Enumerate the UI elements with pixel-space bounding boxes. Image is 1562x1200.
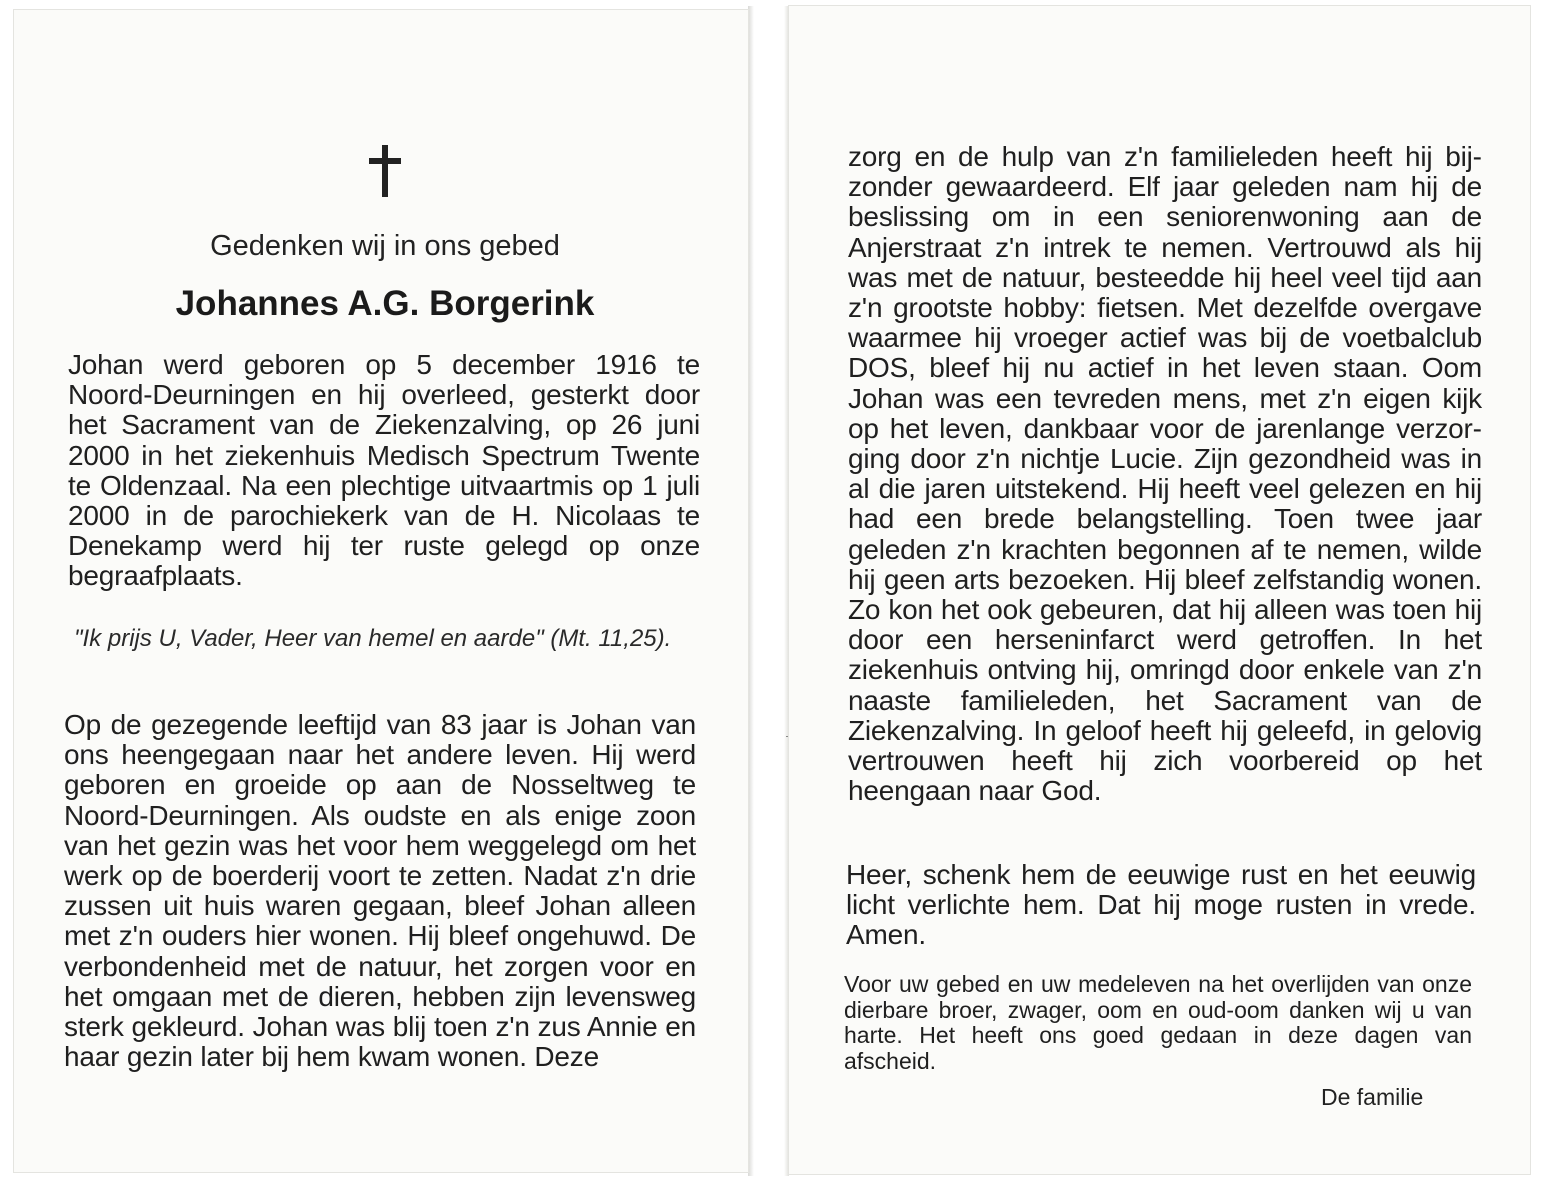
deceased-name: Johannes A.G. Borgerink	[175, 284, 595, 323]
life-story-continuation: zorg en de hulp van z'n familieleden heeft hij bijzonder gewaardeerd. Elf jaar geleden nam hij de beslissing om in een seniorenwoning aan de Anjerstraat z'n intrek te nemen. Vertrouwd als hij was met de natuur, besteedde hij heel veel tijd aan z'n grootste hobby: fietsen. Met dezelfde overgave waarmee hij vroeger actief was bij de voetbalclub DOS, bleef hij nu actief in het leven staan. Oom Johan was een tevreden mens, met z'n eigen kijk op het leven, dankbaar voor de jarenlange verzorging door z'n nichtje Lucie. Zijn gezondheid was in al die jaren uitstekend. Hij heeft veel gelezen en hij had een brede belangstelling. Toen twee jaar geleden z'n krachten begonnen af te nemen, wilde hij geen arts bezoeken. Hij bleef zelfstandig wonen. Zo kon het ook gebeuren, dat hij alleen was toen hij door een herseninfarct werd getroffen. In het ziekenhuis ontving hij, omringd door enkele van z'n naaste familieleden, het Sacrament van de Ziekenzalving. In geloof heeft hij geleefd, in gelovig vertrouwen heeft hij zich voorbereid op het heengaan naar God.	[848, 141, 1482, 807]
prayer-heading: Gedenken wij in ons gebed	[210, 230, 560, 262]
family-signoff: De familie	[1321, 1084, 1424, 1110]
cross-icon	[369, 145, 401, 197]
biography-paragraph: Johan werd geboren op 5 december 1916 te Noord-Deurningen en hij overleed, gesterkt door het Sacrament van de Ziekenzalving, op 26 juni 2000 in het ziekenhuis Medisch Spectrum Twente te Oldenzaal. Na een plechtige uitvaartmis op 1 juli 2000 in de parochiekerk van de H. Nicolaas te Denekamp werd hij ter ruste gelegd op onze begraafplaats.	[68, 349, 700, 592]
thanks-paragraph: Voor uw gebed en uw medeleven na het overlijden van onze dierbare broer, zwager, oom en oud-oom danken wij u van harte. Het heeft ons goed gedaan in deze dagen van afscheid.	[844, 971, 1472, 1074]
blessing-paragraph: Heer, schenk hem de eeuwige rust en het eeuwig licht verlichte hem. Dat hij moge rusten in vrede. Amen.	[846, 859, 1476, 951]
life-story-paragraph: Op de gezegende leeftijd van 83 jaar is Johan van ons heengegaan naar het andere leven. Hij werd geboren en groeide op aan de Nosseltweg te Noord-Deurningen. Als oudste en als enige zoon van het gezin was het voor hem weggelegd om het werk op de boerderij voort te zetten. Nadat z'n drie zussen uit huis waren gegaan, bleef Johan alleen met z'n ouders hier wonen. Hij bleef ongehuwd. De verbondenheid met de natuur, het zorgen voor en het omgaan met de dieren, hebben zijn levensweg sterk gekleurd. Johan was blij toen z'n zus Annie en haar gezin later bij hem kwam wonen. Deze	[64, 709, 696, 1073]
card-gap	[748, 6, 789, 1176]
bible-quote: "Ik prijs U, Vader, Heer van hemel en aarde" (Mt. 11,25).	[74, 625, 672, 652]
